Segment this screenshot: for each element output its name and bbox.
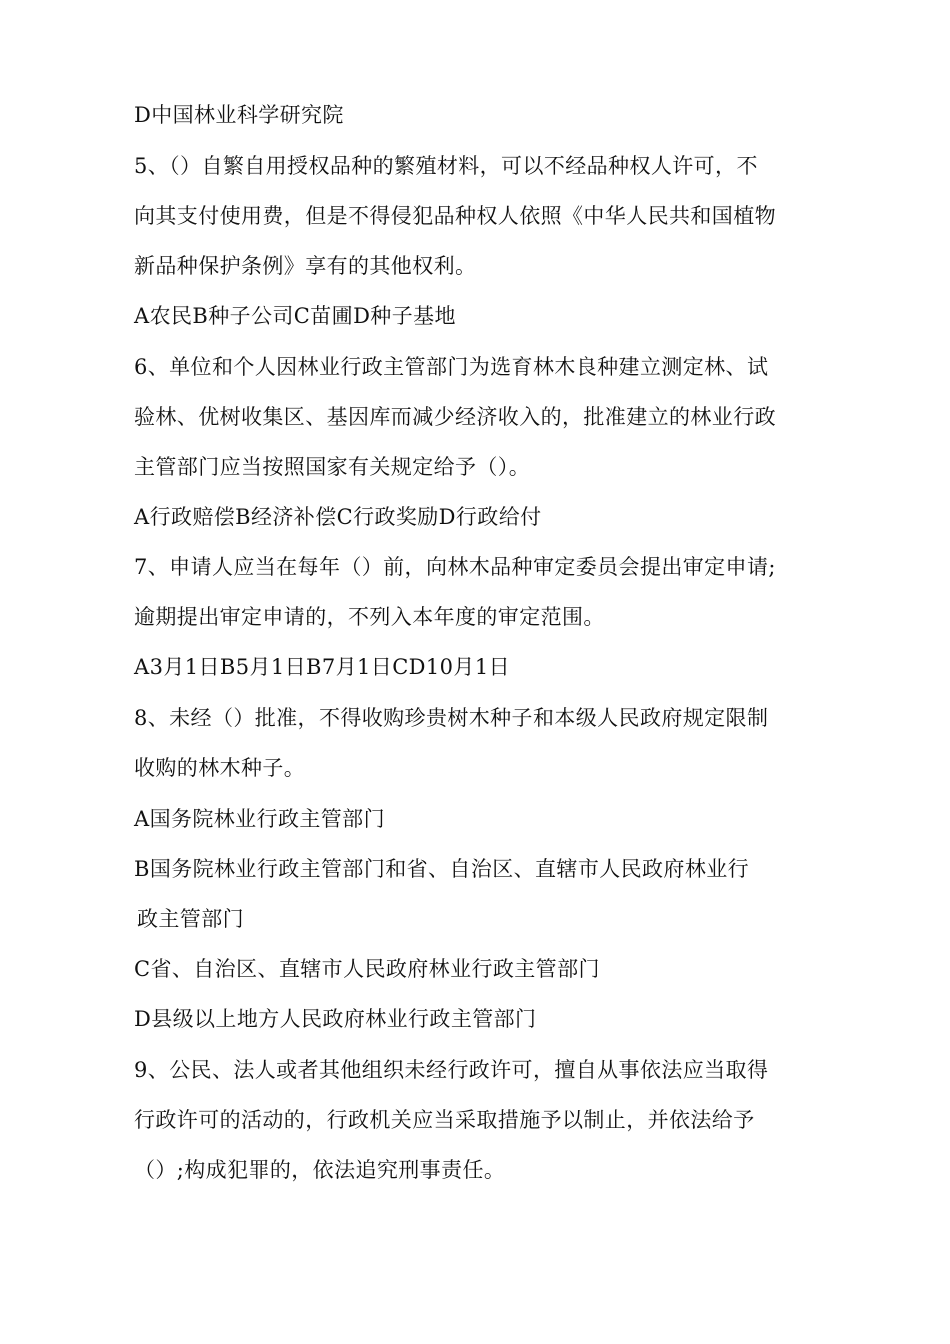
option-b-q8-line-1: B国务院林业行政主管部门和省、自治区、直辖市人民政府林业行 [134, 857, 750, 881]
options-q7: A3月1日B5月1日B7月1日CD10月1日 [134, 655, 510, 679]
question-7-line-2: 逾期提出审定申请的，不列入本年度的审定范围。 [134, 605, 605, 629]
question-9-line-3: （）;构成犯罪的，依法追究刑事责任。 [134, 1158, 506, 1182]
question-5-line-1: 5、（）自繁自用授权品种的繁殖材料，可以不经品种权人许可，不 [134, 154, 758, 178]
option-d-q4: D中国林业科学研究院 [134, 103, 344, 127]
question-8-line-2: 收购的林木种子。 [134, 756, 306, 780]
option-a-q8: A国务院林业行政主管部门 [134, 807, 385, 831]
question-9-line-2: 行政许可的活动的，行政机关应当采取措施予以制止，并依法给予 [134, 1108, 755, 1132]
question-6-line-1: 6、单位和个人因林业行政主管部门为选育林木良种建立测定林、试 [134, 355, 769, 379]
question-9-line-1: 9、公民、法人或者其他组织未经行政许可，擅自从事依法应当取得 [134, 1058, 769, 1082]
question-7-line-1: 7、申请人应当在每年（）前，向林木品种审定委员会提出审定申请; [134, 555, 776, 579]
option-b-q8-line-2: 政主管部门 [137, 907, 244, 931]
option-d-q8: D县级以上地方人民政府林业行政主管部门 [134, 1007, 537, 1031]
question-5-line-2: 向其支付使用费，但是不得侵犯品种权人依照《中华人民共和国植物 [134, 204, 776, 228]
options-q5: A农民B种子公司C苗圃D种子基地 [134, 304, 456, 328]
question-5-line-3: 新品种保护条例》享有的其他权利。 [134, 254, 477, 278]
question-6-line-2: 验林、优树收集区、基因库而减少经济收入的，批准建立的林业行政 [134, 405, 776, 429]
question-8-line-1: 8、未经（）批准，不得收购珍贵树木种子和本级人民政府规定限制 [134, 706, 769, 730]
options-q6: A行政赔偿B经济补偿C行政奖励D行政给付 [134, 505, 542, 529]
question-6-line-3: 主管部门应当按照国家有关规定给予（）。 [134, 455, 531, 479]
option-c-q8: C省、自治区、直辖市人民政府林业行政主管部门 [134, 957, 600, 981]
